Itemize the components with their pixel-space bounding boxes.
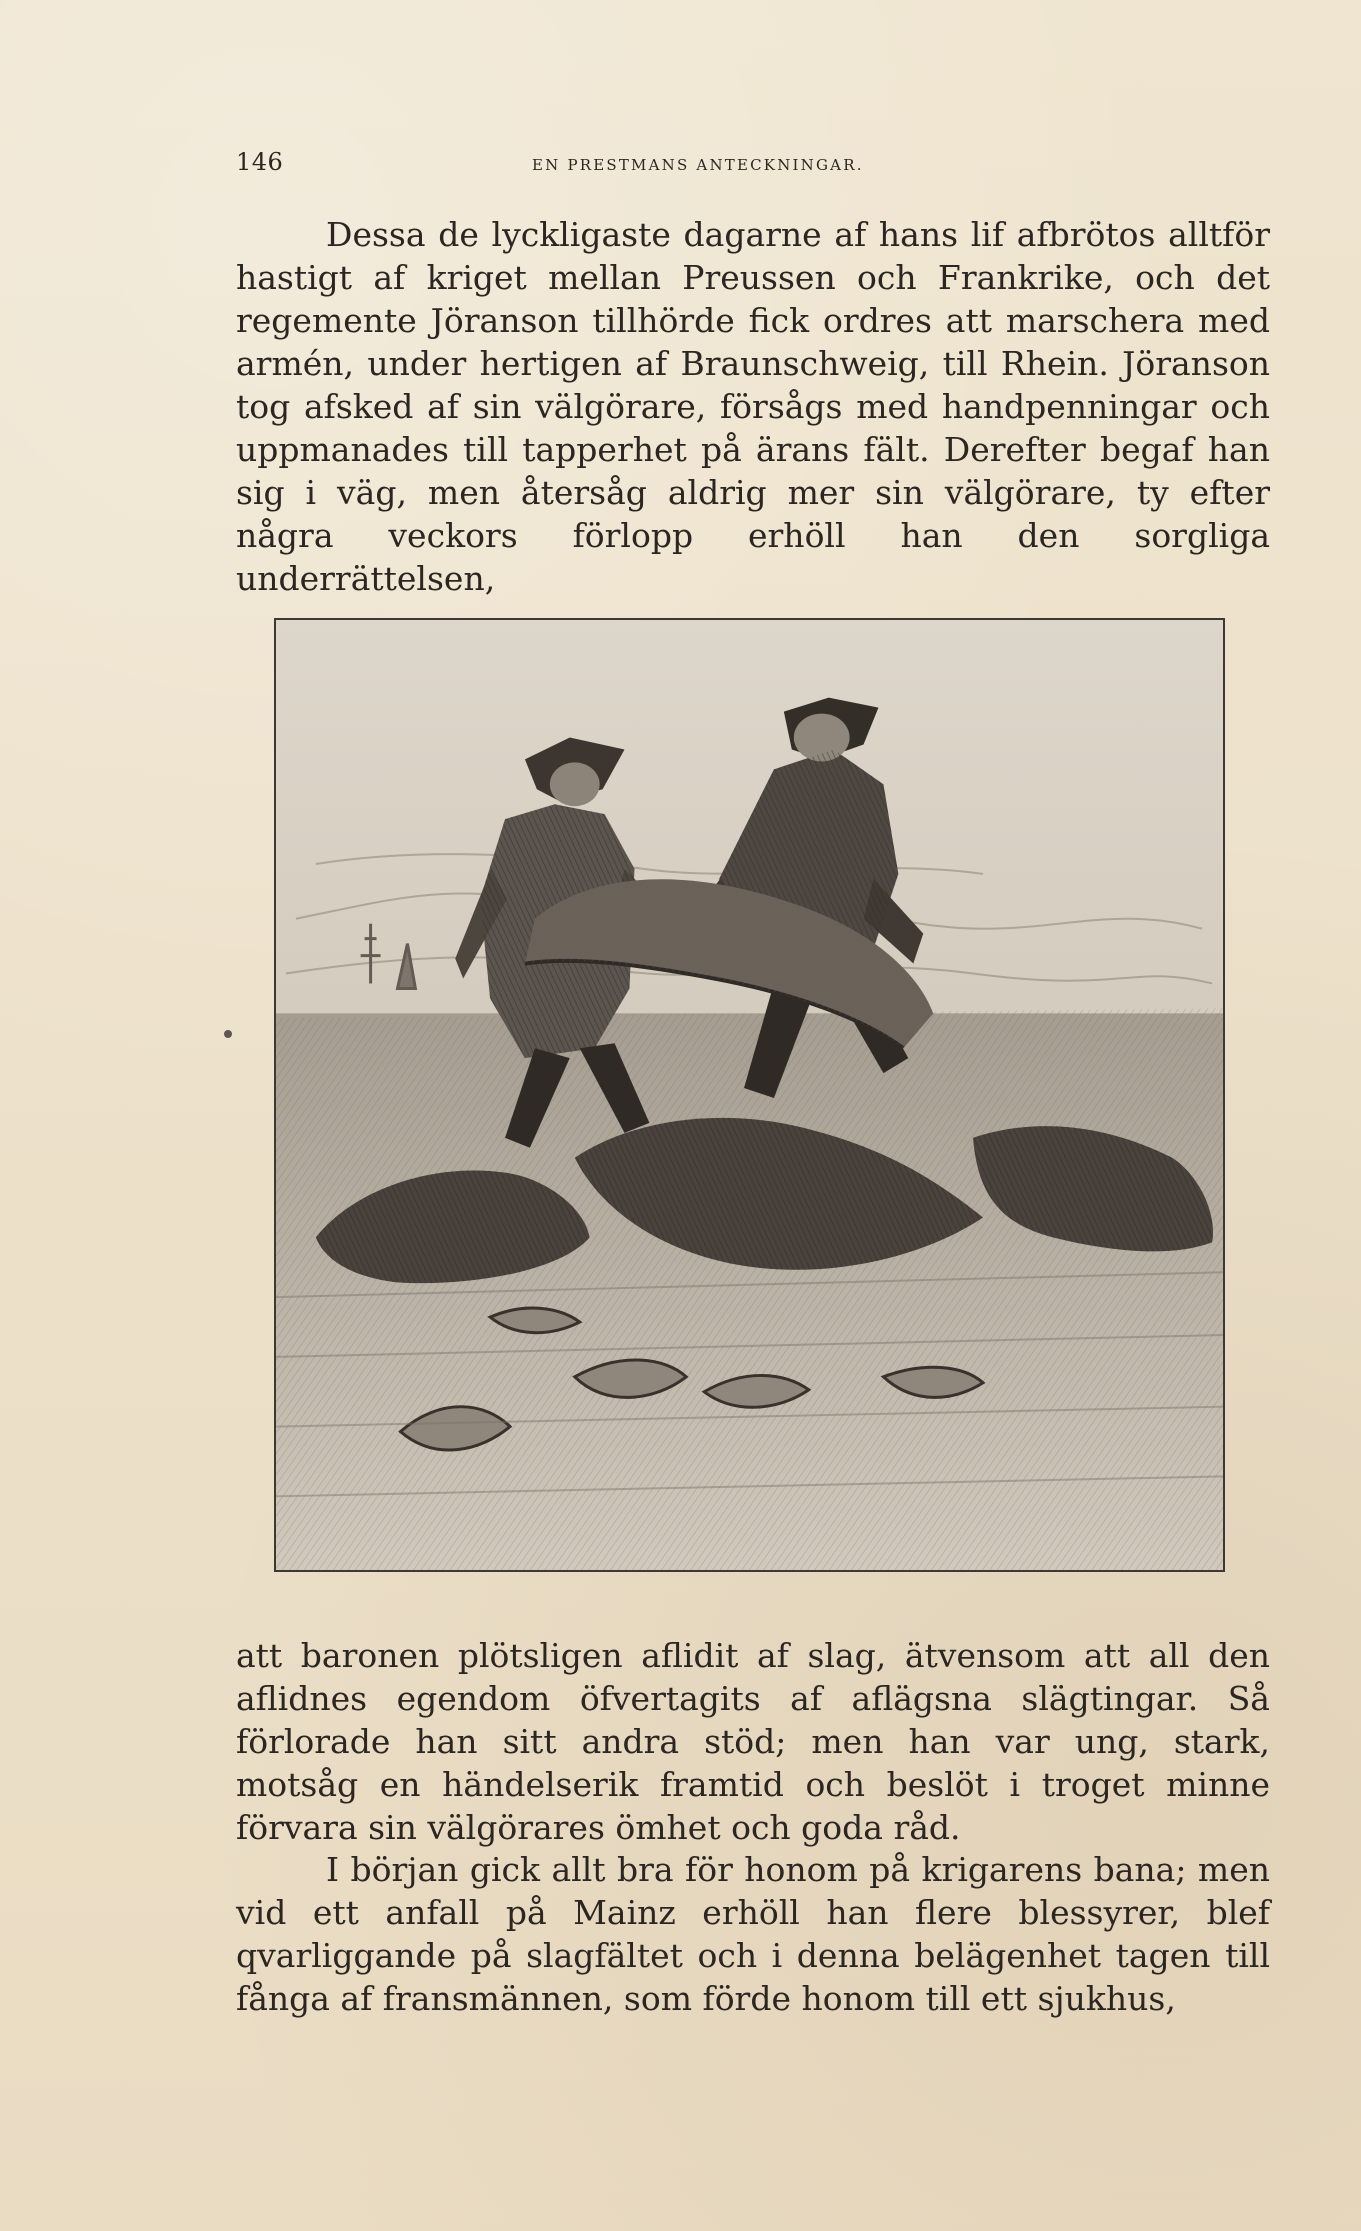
page-number: 146	[236, 148, 284, 176]
engraving-illustration	[274, 618, 1225, 1572]
paragraph-3: I början gick allt bra för honom på krigarens bana; men vid ett anfall på Mainz erhöll han flere blessyrer, blef qvarliggande på slagfältet och i denna belägenhet tagen till fånga af fransmännen, som förde honom till ett sjukhus,	[236, 1850, 1270, 2018]
battlefield-engraving	[276, 620, 1223, 1570]
paragraph-1: Dessa de lyckligaste dagarne af hans lif afbrötos alltför hastigt af kriget mellan Preussen och Frankrike, och det regemente Jöranson tillhörde fick ordres att marschera med armén, under hertigen af Braunschweig, till Rhein. Jöranson tog afsked af sin välgörare, försågs med handpenningar och uppmanades till tapperhet på ärans fält. Derefter begaf han sig i väg, men återsåg aldrig mer sin välgörare, ty efter några veckors förlopp erhöll han den sorgliga underrättelsen,	[236, 215, 1270, 598]
running-head: EN PRESTMANS ANTECKNINGAR.	[532, 156, 864, 174]
paper-speck	[224, 1030, 232, 1038]
page-header	[236, 148, 1156, 182]
paragraph-2: att baronen plötsligen aflidit af slag, ätvensom att all den aflidnes egendom öfvertagits af aflägsna slägtingar. Så förlorade han sitt andra stöd; men han var ung, stark, motsåg en händelserik framtid och beslöt i troget minne förvara sin välgörares ömhet och goda råd.	[236, 1636, 1270, 1847]
